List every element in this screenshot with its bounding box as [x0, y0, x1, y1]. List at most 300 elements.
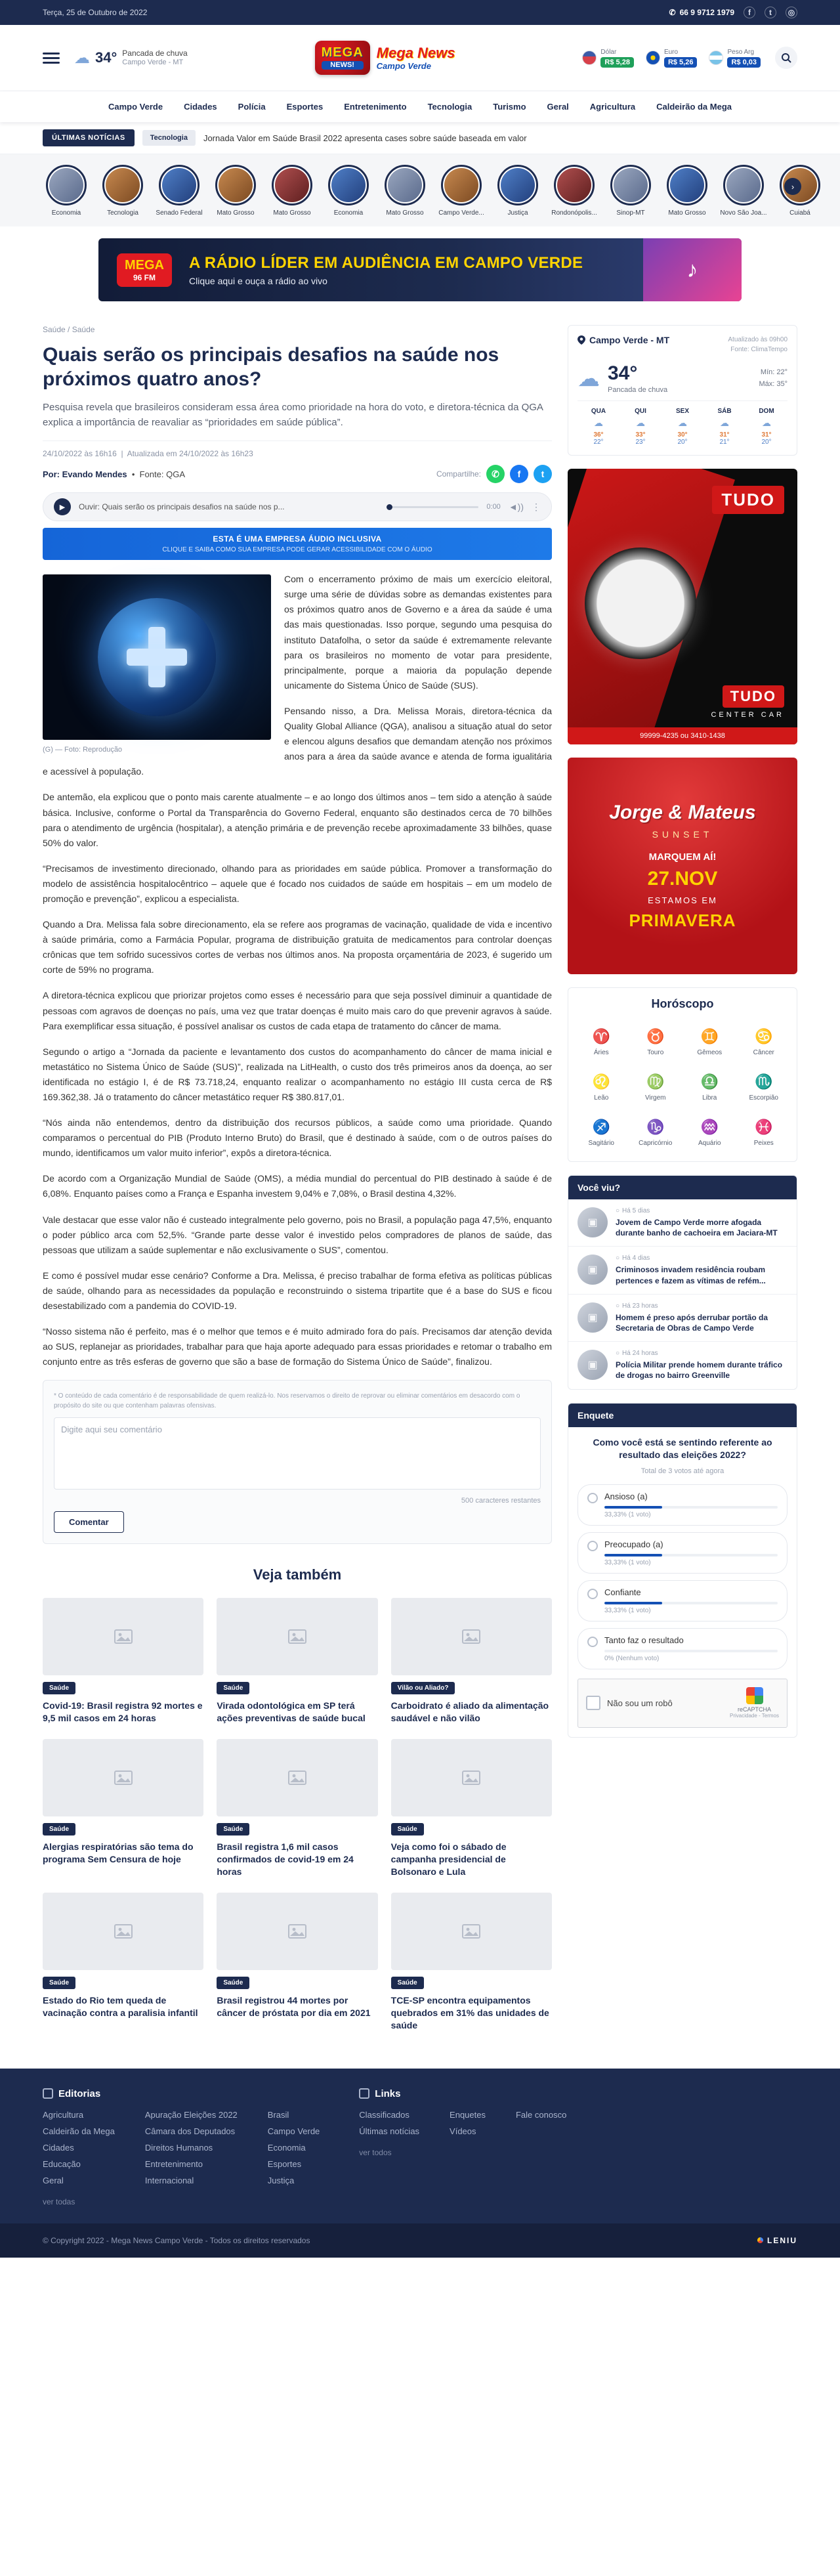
cancer-icon: ♋	[755, 1028, 773, 1044]
story-label: Tecnologia	[107, 209, 138, 217]
poll-option-result: 33,33% (1 voto)	[604, 1511, 651, 1518]
audio-progress-bar[interactable]	[387, 506, 478, 508]
libra-icon: ♎	[700, 1073, 719, 1090]
tudo-brand-top: TUDO	[712, 486, 784, 514]
eur-flag-icon	[646, 51, 660, 65]
related-article-title[interactable]: Virada odontológica em SP terá ações preventivas de saúde bucal	[217, 1700, 366, 1724]
footer-link-geral[interactable]: Geral	[43, 2175, 64, 2185]
sagittarius-icon: ♐	[592, 1119, 610, 1135]
footer-link-esportes[interactable]: Esportes	[267, 2158, 302, 2169]
poll-option[interactable]	[578, 1580, 788, 1621]
header-weather-chip[interactable]	[74, 49, 188, 68]
facebook-icon[interactable]: f	[744, 7, 755, 18]
location-pin-icon	[578, 335, 585, 345]
zodiac-peixes[interactable]: ♓ Peixes	[739, 1112, 789, 1153]
related-article-card[interactable]	[217, 1893, 377, 2032]
article-paragraph: Vale destacar que esse valor não é custeado integralmente pelo governo, pois no Brasil, a população paga 47,5%, enquanto o poder público arca com 52,5%. “Grande parte desse valor é investido pelos compradores de planos de saúde, das pessoas que utilizam a saúde suplementar e não exclusivamente o SUS”, comentou.	[43, 1214, 552, 1255]
voce-viu-widget	[568, 1175, 797, 1390]
article-body	[43, 572, 552, 1369]
zodiac-gemeos[interactable]: ♊ Gêmeos	[684, 1021, 735, 1063]
poll-option-result: 33,33% (1 voto)	[604, 1558, 651, 1566]
radio-icon[interactable]	[587, 1589, 598, 1599]
related-article-title[interactable]: Estado do Rio tem queda de vacinação contra a paralisia infantil	[43, 1994, 198, 2018]
article-byline	[43, 469, 185, 479]
recaptcha-label: Não sou um robô	[607, 1698, 673, 1708]
story-label: Economia	[51, 209, 81, 217]
story-thumbnail	[385, 165, 425, 205]
related-article-title[interactable]: TCE-SP encontra equipamentos quebrados em 31% das unidades de saúde	[390, 1994, 549, 2030]
share-bar	[436, 465, 552, 483]
article-main-image	[43, 574, 271, 740]
page-title: Quais serão os principais desafios na saúde nos próximos quatro anos?	[43, 344, 499, 390]
footer-link-direitos[interactable]: Direitos Humanos	[144, 2142, 213, 2153]
chevron-right-icon[interactable]: ›	[784, 178, 801, 195]
comment-disclaimer: * O conteúdo de cada comentário é de responsabilidade de quem realizá-lo. Nos reservamos o direito de reprovar ou eliminar comentários em desacordo com o propósito do site ou que contenham palavras ofensivas.	[54, 1392, 520, 1410]
footer-link-caldeirao[interactable]: Caldeirão da Mega	[43, 2126, 115, 2136]
poll-result-bar	[604, 1602, 778, 1604]
breadcrumb-separator: /	[68, 325, 72, 334]
story-thumbnail	[272, 165, 312, 205]
related-article-title[interactable]: Veja como foi o sábado de campanha presidencial de Bolsonaro e Lula	[390, 1841, 507, 1877]
related-article-title[interactable]: Brasil registrou 44 mortes por câncer de próstata por dia em 2021	[217, 1994, 371, 2018]
facebook-share-icon[interactable]: f	[510, 465, 528, 483]
stories-strip	[0, 154, 840, 226]
nav-item-geral[interactable]: Geral	[547, 102, 569, 112]
poll-question: Como você está se sentindo referente ao resultado das eleições 2022?	[593, 1436, 772, 1461]
story-item[interactable]	[99, 165, 146, 217]
storm-cloud-icon: ☁	[578, 366, 600, 391]
story-thumbnail	[667, 165, 707, 205]
article-figure	[43, 574, 271, 756]
audio-player-label: Ouvir: Quais serão os principais desafios na saúde nos p...	[79, 502, 285, 512]
related-article-title[interactable]: Alergias respiratórias são tema do programa Sem Censura de hoje	[43, 1841, 194, 1865]
pisces-icon: ♓	[755, 1119, 773, 1135]
article-paragraph: “Nós ainda não entendemos, dentro da distribuição dos recursos públicos, a saúde como uma prioridade. Quando comparamos o percentual do PIB (Produto Interno Bruto) do Brasil, que é destinado à saúde, com o de outros países do mundo, identificamos um valor muito inferior”, expôs a diretora-técnica.	[43, 1117, 552, 1159]
jorge-mateus-ad[interactable]	[568, 758, 797, 974]
radio-logo	[117, 253, 172, 287]
category-badge[interactable]: Saúde	[217, 1682, 249, 1694]
tudo-brand-bottom: TUDO	[723, 685, 784, 708]
article-thumbnail: ▣	[578, 1207, 608, 1237]
story-item[interactable]	[438, 165, 485, 217]
cloud-icon: ☁	[594, 418, 603, 428]
clock-icon: ○	[616, 1255, 620, 1262]
radio-icon[interactable]	[587, 1493, 598, 1503]
ad-event: SUNSET	[652, 828, 713, 840]
zodiac-touro[interactable]: ♉ Touro	[631, 1021, 681, 1063]
author-name: Evando Mendes	[62, 469, 127, 479]
footer-ver-todos[interactable]: ver todos	[359, 2147, 392, 2157]
breadcrumb-link-saude[interactable]: Saúde	[43, 325, 66, 334]
article-thumbnail: ▣	[578, 1302, 608, 1333]
weather-min: Mín: 22°	[760, 368, 788, 377]
poll-option[interactable]	[578, 1628, 788, 1669]
nav-item-agricultura[interactable]: Agricultura	[589, 102, 636, 112]
article-paragraph: Segundo o artigo a “Jornada da paciente e levantamento dos custos do acompanhamento do câncer de mama inicial e metastático no Sistema Único de Saúde (SUS)”, realizada na LitHealth, o custo dos três primeiros anos da doença, ao ser identificada no estágio I, é de R$ 73.718,24, enquanto realizar o acompanhamento no estágio III custa cerca de R$ 169.362,38. Já o tratamento do câncer metastático requer R$ 380.817,01.	[43, 1046, 552, 1102]
item-title: Homem é preso após derrubar portão da Secretaria de Obras de Campo Verde	[616, 1312, 768, 1333]
story-item[interactable]	[720, 165, 767, 217]
tudo-subbrand: CENTER CAR	[711, 711, 784, 719]
related-article-card[interactable]	[43, 1598, 203, 1725]
footer-link-ultimas[interactable]: Últimas notícias	[359, 2126, 420, 2136]
zodiac-capricornio[interactable]: ♑ Capricórnio	[631, 1112, 681, 1153]
weather-city: Campo Verde - MT	[589, 335, 670, 345]
site-header	[0, 25, 840, 91]
breadcrumb	[43, 325, 552, 334]
article-thumbnail: ▣	[578, 1255, 608, 1285]
zodiac-sagitario[interactable]: ♐ Sagitário	[576, 1112, 627, 1153]
article-paragraph: Quando a Dra. Melissa fala sobre direcionamento, ela se refere aos programas de vacinação, qualidade de vida e incentivo à saúde primária, como a Farmácia Popular, programa de distribuição gratuita de medicamentos para controlar doenças crônicas que tem sofrido sucessivos cortes de verbas nos últimos anos. Na proposta orçamentária de 2023, é sugerido um corte de 59% no programa.	[43, 919, 552, 976]
poll-option[interactable]	[578, 1484, 788, 1526]
ticker-headline[interactable]: Jornada Valor em Saúde Brasil 2022 apresenta cases sobre saúde baseada em valor	[203, 133, 527, 143]
nav-item-tecnologia[interactable]: Tecnologia	[427, 102, 472, 112]
menu-button[interactable]	[43, 50, 60, 66]
story-item[interactable]	[268, 165, 316, 217]
audio-ad-line1: ESTA É UMA EMPRESA ÁUDIO INCLUSIVA	[213, 534, 382, 544]
footer-link-videos[interactable]: Vídeos	[450, 2126, 476, 2136]
radio-ad-banner[interactable]	[98, 238, 742, 301]
main-nav	[0, 91, 840, 122]
category-badge[interactable]: Saúde	[391, 1977, 424, 1989]
footer-link-enquetes[interactable]: Enquetes	[450, 2109, 486, 2120]
radio-icon[interactable]	[587, 1637, 598, 1647]
poll-header: Enquete	[568, 1404, 797, 1427]
poll-option-label: Preocupado (a)	[604, 1539, 663, 1549]
poll-option[interactable]	[578, 1532, 788, 1574]
ad-place: PRIMAVERA	[629, 910, 736, 930]
phone-contact[interactable]	[669, 8, 734, 17]
radio-headline: A RÁDIO LÍDER EM AUDIÊNCIA EM CAMPO VERDE	[189, 253, 583, 272]
story-item[interactable]	[43, 165, 90, 217]
footer-link-campo-verde[interactable]: Campo Verde	[267, 2126, 320, 2136]
story-item[interactable]	[156, 165, 203, 217]
footer-link-camara[interactable]: Câmara dos Deputados	[144, 2126, 236, 2136]
story-item[interactable]	[494, 165, 541, 217]
article-paragraph: De acordo com a Organização Mundial de Saúde (OMS), a média mundial do percentual do PIB destinado à saúde é de 6,08%. Enquanto países como a França e Espanha investem 9,04% e 7,08%, o Brasil destina 4,32%.	[43, 1173, 552, 1199]
nav-item-esportes[interactable]: Esportes	[286, 102, 324, 112]
footer-link-apuracao[interactable]: Apuração Eleições 2022	[144, 2109, 238, 2120]
article-paragraph: “Precisamos de investimento direcionado, olhando para as prioridades em saúde pública. Promover a transformação do modelo de assistência hospitalocêntrico – aquele que é focado nos cuidados de saúde em hospitais – em um modelo de promoção e prevenção”, explicou a especialista.	[43, 863, 552, 904]
logo-badge	[315, 41, 370, 75]
item-time: Há 24 horas	[622, 1350, 658, 1358]
item-title: Polícia Militar prende homem durante tráfico de drogas no bairro Greenville	[616, 1360, 783, 1381]
footer-link-agricultura[interactable]: Agricultura	[43, 2109, 84, 2120]
category-badge[interactable]: Saúde	[217, 1823, 249, 1835]
ad-artist: Jorge & Mateus	[609, 801, 756, 823]
currency-value: R$ 0,03	[727, 57, 761, 68]
audio-ad-line2: CLIQUE E SAIBA COMO SUA EMPRESA PODE GERAR ACESSIBILIDADE COM O ÁUDIO	[162, 546, 432, 554]
zodiac-escorpiao[interactable]: ♏ Escorpião	[739, 1067, 789, 1108]
story-thumbnail	[328, 165, 369, 205]
nav-item-turismo[interactable]: Turismo	[493, 102, 526, 112]
play-icon[interactable]: ▶	[54, 498, 71, 515]
grid-icon	[43, 2088, 53, 2099]
nav-item-cidades[interactable]: Cidades	[184, 102, 217, 112]
footer-link-cidades[interactable]: Cidades	[43, 2142, 74, 2153]
taurus-icon: ♉	[646, 1028, 665, 1044]
footer-link-brasil[interactable]: Brasil	[267, 2109, 289, 2120]
radio-banner-art: ♪	[643, 238, 742, 301]
currency-value: R$ 5,28	[600, 57, 634, 68]
header-weather-city: Campo Verde - MT	[122, 58, 184, 66]
poll-option-result: 0% (Nenhum voto)	[604, 1654, 660, 1662]
article-subtitle: Pesquisa revela que brasileiros consideram essa área como prioridade na hora do voto, e diretora-técnica da QGA explica a importância de reavaliar as “prioridades em saúde pública”.	[43, 402, 543, 428]
logo-badge-top: MEGA	[321, 45, 364, 60]
story-label: Economia	[333, 209, 364, 217]
list-item[interactable]	[568, 1199, 797, 1247]
twitter-icon[interactable]: t	[765, 7, 776, 18]
tudo-center-car-ad[interactable]	[568, 469, 797, 744]
ad-line1: MARQUEM AÍ!	[648, 851, 717, 863]
related-heading: Veja também	[253, 1566, 342, 1583]
story-label: Senado Federal	[156, 209, 203, 217]
footer-link-educacao[interactable]: Educação	[43, 2158, 81, 2169]
nav-item-caldeirao[interactable]: Caldeirão da Mega	[656, 102, 732, 112]
item-time: Há 23 horas	[622, 1302, 658, 1310]
currency-rates	[582, 49, 761, 68]
story-thumbnail	[497, 165, 538, 205]
category-badge[interactable]: Saúde	[43, 1823, 75, 1835]
comment-input[interactable]	[54, 1417, 541, 1490]
nav-item-entretenimento[interactable]: Entretenimento	[344, 102, 407, 112]
zodiac-leao[interactable]: ♌ Leão	[576, 1067, 627, 1108]
player-menu-icon[interactable]: ⋮	[532, 501, 541, 512]
link-icon	[359, 2088, 369, 2099]
poll-result-bar	[604, 1554, 778, 1556]
cloud-icon: ☁	[636, 418, 645, 428]
weather-updated: Atualizado às 09h00	[728, 336, 788, 343]
source-name: QGA	[166, 469, 185, 479]
currency-euro	[646, 49, 698, 68]
audio-time: 0:00	[486, 503, 501, 511]
currency-peso	[709, 49, 761, 68]
image-placeholder-icon	[391, 1893, 552, 1970]
gemini-icon: ♊	[700, 1028, 719, 1044]
item-title: Criminosos invadem residência roubam pertences e fazem as vítimas de refém...	[616, 1265, 766, 1285]
related-article-card[interactable]	[217, 1739, 377, 1878]
image-placeholder-icon	[43, 1739, 203, 1816]
story-thumbnail	[46, 165, 87, 205]
phone-icon: ✆	[669, 8, 676, 17]
poll-option-label: Confiante	[604, 1587, 641, 1597]
story-label: Justiça	[507, 209, 528, 217]
horoscope-title: Horóscopo	[651, 997, 714, 1010]
comment-submit-button[interactable]: Comentar	[54, 1511, 124, 1533]
cloud-icon: ☁	[762, 418, 771, 428]
related-article-title[interactable]: Brasil registra 1,6 mil casos confirmados de covid-19 em 24 horas	[217, 1841, 354, 1877]
zodiac-aquario[interactable]: ♒ Aquário	[684, 1112, 735, 1153]
source-label: Fonte:	[139, 469, 164, 479]
story-thumbnail	[215, 165, 256, 205]
voce-viu-header: Você viu?	[568, 1176, 797, 1199]
zodiac-aries[interactable]: ♈ Áries	[576, 1021, 627, 1063]
article-dates	[43, 440, 552, 458]
image-placeholder-icon	[391, 1598, 552, 1675]
news-ticker	[0, 122, 840, 154]
item-title: Jovem de Campo Verde morre afogada durante banho de cachoeira em Jaciara-MT	[616, 1218, 778, 1238]
ticker-category[interactable]: Tecnologia	[142, 130, 196, 146]
story-item[interactable]	[551, 165, 598, 217]
category-badge[interactable]: Vilão ou Aliado?	[391, 1682, 455, 1694]
radio-subline: Clique aqui e ouça a rádio ao vivo	[189, 275, 327, 286]
tire-graphic	[585, 547, 696, 659]
logo-city: Campo Verde	[376, 60, 431, 71]
site-logo[interactable]	[315, 41, 455, 75]
copyright-text: © Copyright 2022 - Mega News Campo Verde - Todos os direitos reservados	[43, 2235, 310, 2245]
story-thumbnail	[723, 165, 764, 205]
story-label: Campo Verde...	[438, 209, 484, 217]
current-date: Terça, 25 de Outubro de 2022	[43, 8, 148, 17]
related-article-title[interactable]: Carboidrato é aliado da alimentação saudável e não vilão	[390, 1700, 549, 1724]
phone-number: 66 9 9712 1979	[679, 8, 734, 17]
article-paragraph: Pensando nisso, a Dra. Melissa Morais, diretora-técnica da Quality Global Alliance (QGA), analisou a situação atual do setor e elencou alguns desafios que demandam atenção nos próximos anos para a área da saúde avance e atenda de forma igualitária e acessível à população.	[43, 705, 552, 777]
forecast-day: QUA ☁ 36° 22°	[578, 408, 620, 446]
story-thumbnail	[159, 165, 200, 205]
recaptcha-widget	[578, 1679, 788, 1728]
comment-section	[43, 1380, 552, 1544]
weather-current-temp: 34°	[608, 362, 638, 384]
currency-label: Peso Arg	[727, 48, 755, 56]
zodiac-libra[interactable]: ♎ Libra	[684, 1067, 735, 1108]
image-placeholder-icon	[217, 1598, 377, 1675]
image-caption: (G) — Foto: Reprodução	[43, 746, 123, 754]
item-time: Há 4 dias	[622, 1255, 650, 1262]
article-paragraph: De antemão, ela explicou que o ponto mais carente atualmente – e ao longo dos últimos anos – tem sido a atenção à saúde básica. Inclusive, conforme o Portal da Transparência do Governo Federal, enquanto são destinados cerca de 70 bilhões para o atendimento de urgência (hospitalar), a atenção primária e de prevenção recebe aproximadamente 33 bilhões, quase 50% do valor.	[43, 792, 552, 848]
related-article-card[interactable]	[43, 1893, 203, 2032]
forecast-day: DOM ☁ 31° 20°	[746, 408, 788, 446]
image-placeholder-icon	[217, 1893, 377, 1970]
footer-link-justica[interactable]: Justiça	[267, 2175, 295, 2185]
radio-brand: MEGA	[125, 257, 164, 272]
audio-inclusive-ad[interactable]	[43, 528, 552, 560]
category-badge[interactable]: Saúde	[43, 1977, 75, 1989]
weather-max: Máx: 35°	[759, 380, 788, 388]
story-label: Mato Grosso	[273, 209, 311, 217]
footer-link-entretenimento[interactable]: Entretenimento	[144, 2158, 203, 2169]
clock-icon: ○	[616, 1350, 620, 1358]
volume-icon[interactable]: ◄))	[508, 502, 524, 513]
related-article-card[interactable]	[217, 1598, 377, 1725]
zodiac-cancer[interactable]: ♋ Câncer	[739, 1021, 789, 1063]
search-button[interactable]	[775, 47, 797, 69]
search-icon	[781, 53, 791, 63]
category-badge[interactable]: Saúde	[391, 1823, 424, 1835]
story-item[interactable]	[776, 165, 824, 217]
weather-source: Fonte: ClimaTempo	[730, 346, 788, 353]
related-article-card[interactable]	[391, 1739, 552, 1878]
footer-link-fale-conosco[interactable]: Fale conosco	[515, 2109, 567, 2120]
published-date: 24/10/2022 às 16h16	[43, 449, 117, 459]
poll-widget	[568, 1403, 797, 1738]
horoscope-widget	[568, 987, 797, 1162]
related-article-card[interactable]	[391, 1893, 552, 2032]
twitter-share-icon[interactable]: t	[534, 465, 552, 483]
logo-badge-bottom: NEWS!	[322, 61, 364, 70]
virgo-icon: ♍	[646, 1073, 665, 1090]
zodiac-virgem[interactable]: ♍ Virgem	[631, 1067, 681, 1108]
clock-icon: ○	[616, 1207, 620, 1214]
footer-link-internacional[interactable]: Internacional	[144, 2175, 194, 2185]
story-item[interactable]	[607, 165, 654, 217]
story-item[interactable]	[212, 165, 259, 217]
story-label: Rondonópolis...	[551, 209, 597, 217]
radio-frequency: 96 FM	[133, 272, 156, 282]
whatsapp-share-icon[interactable]: ✆	[486, 465, 505, 483]
story-thumbnail	[610, 165, 651, 205]
breadcrumb-link-saude-2[interactable]: Saúde	[72, 325, 95, 334]
clock-icon: ○	[616, 1302, 620, 1310]
list-item[interactable]	[568, 1342, 797, 1388]
image-placeholder-icon	[43, 1598, 203, 1675]
author-label: Por:	[43, 469, 60, 479]
instagram-icon[interactable]: ◎	[786, 7, 797, 18]
related-article-card[interactable]	[391, 1598, 552, 1725]
recaptcha-icon	[746, 1687, 763, 1704]
footer-link-economia[interactable]: Economia	[267, 2142, 306, 2153]
article-paragraph: E como é possível mudar esse cenário? Conforme a Dra. Melissa, é preciso trabalhar de forma efetiva as políticas públicas de saúde, olhando para as necessidades da população e reconstruindo o sistema tripartite que é a base do SUS e ficou desestabilizado com a pandemia do COVID-19.	[43, 1270, 552, 1312]
editorias-heading: Editorias	[58, 2088, 101, 2099]
poll-result-bar	[604, 1650, 778, 1652]
forecast-day: QUI ☁ 33° 23°	[620, 408, 662, 446]
usd-flag-icon	[582, 51, 597, 65]
story-thumbnail	[554, 165, 595, 205]
leniu-logo[interactable]: LENIU	[757, 2236, 797, 2245]
recaptcha-checkbox[interactable]	[586, 1696, 600, 1710]
currency-label: Euro	[663, 48, 679, 56]
footer-link-classificados[interactable]: Classificados	[359, 2109, 410, 2120]
forecast-day: SEX ☁ 30° 20°	[662, 408, 704, 446]
poll-total: Total de 3 votos até agora	[640, 1467, 724, 1475]
ad-line2: ESTAMOS EM	[648, 895, 717, 905]
item-time: Há 5 dias	[622, 1207, 650, 1214]
story-item[interactable]	[663, 165, 711, 217]
story-label: Mato Grosso	[386, 209, 424, 217]
radio-icon[interactable]	[587, 1541, 598, 1551]
updated-date: Atualizada em 24/10/2022 às 16h23	[127, 449, 253, 459]
category-badge[interactable]: Saúde	[43, 1682, 75, 1694]
image-placeholder-icon	[43, 1893, 203, 1970]
list-item[interactable]	[568, 1247, 797, 1294]
nav-item-campo-verde[interactable]: Campo Verde	[108, 102, 163, 112]
category-badge[interactable]: Saúde	[217, 1977, 249, 1989]
article-paragraph: A diretora-técnica explicou que priorizar projetos como esses é necessário para que seja possível diminuir a quantidade de pessoas com agravos de doenças no país, uma vez que tratar doenças é muito mais caro do que prevenir agravos à saúde. Para exemplificar essa situação, é possível analisar os custos de cada etapa de tratamento do câncer de mama.	[43, 990, 552, 1031]
cloud-icon: ☁	[720, 418, 729, 428]
story-item[interactable]	[381, 165, 429, 217]
weather-widget	[568, 325, 797, 456]
cloud-icon: ☁	[678, 418, 687, 428]
currency-dolar	[582, 49, 634, 68]
related-article-title[interactable]: Covid-19: Brasil registra 92 mortes e 9,5 mil casos em 24 horas	[43, 1700, 203, 1724]
footer-ver-todas[interactable]: ver todas	[43, 2197, 75, 2206]
currency-value: R$ 5,26	[664, 57, 698, 68]
share-label: Compartilhe:	[436, 469, 481, 479]
related-article-card[interactable]	[43, 1739, 203, 1878]
ars-flag-icon	[709, 51, 723, 65]
poll-option-label: Ansioso (a)	[604, 1491, 648, 1501]
footer-editorias	[43, 2088, 320, 2208]
list-item[interactable]	[568, 1295, 797, 1342]
health-globe-graphic	[98, 598, 216, 716]
forecast-day: SÁB ☁ 31° 21°	[704, 408, 746, 446]
poll-result-bar	[604, 1506, 778, 1509]
aries-icon: ♈	[592, 1028, 610, 1044]
header-weather-desc: Pancada de chuva	[122, 48, 188, 58]
image-placeholder-icon	[391, 1739, 552, 1816]
nav-item-policia[interactable]: Polícia	[238, 102, 266, 112]
recaptcha-logo: reCAPTCHA Privacidade - Termos	[730, 1687, 779, 1719]
article-thumbnail: ▣	[578, 1350, 608, 1380]
story-item[interactable]	[325, 165, 372, 217]
